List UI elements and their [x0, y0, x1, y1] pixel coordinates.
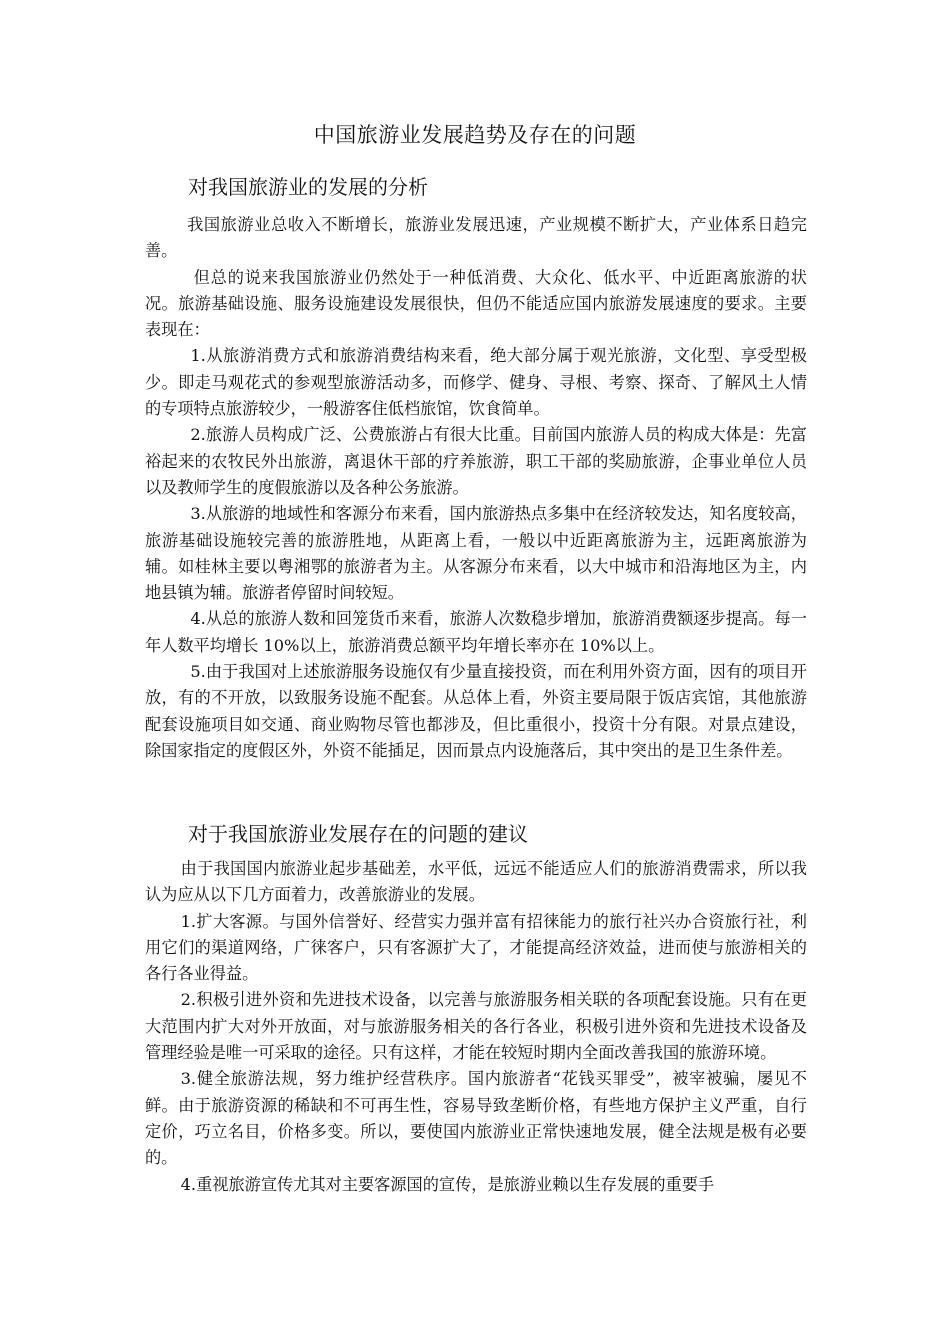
list-item: 5.由于我国对上述旅游服务设施仅有少量直接投资，而在利用外资方面，因有的项目开放，有的不开放，以致服务设施不配套。从总体上看，外资主要局限于饭店宾馆，其他旅游配套设施项目如交通、商业购物尽管也都涉及，但比重很小，投资十分有限。对景点建设，除国家指定的度假区外，外资不能插足，因而景点内设施落后，其中突出的是卫生条件差。: [145, 662, 807, 760]
section-heading-analysis: 对我国旅游业的发展的分析: [188, 175, 428, 199]
list-item: 4.重视旅游宣传尤其对主要客源国的宣传，是旅游业赖以生存发展的重要手: [180, 1174, 715, 1194]
list-item: 3.健全旅游法规，努力维护经营秩序。国内旅游者“花钱买罪受”，被宰被骗，屡见不鲜。由于旅游资源的稀缺和不可再生性，容易导致垄断价格，有些地方保护主义严重，自行定价，巧立名目，价格多变。所以，要使国内旅游业正常快速地发展，健全法规是极有必要的。: [145, 1069, 807, 1168]
paragraph: 但总的说来我国旅游业仍然处于一种低消费、大众化、低水平、中近距离旅游的状况。旅游基础设施、服务设施建设发展很快，但仍不能适应国内旅游发展速度的要求。主要表现在：: [145, 267, 807, 340]
list-item: 1.扩大客源。与国外信誉好、经营实力强并富有招徕能力的旅行社兴办合资旅行社，利用它们的渠道网络，广徕客户，只有客源扩大了，才能提高经济效益，进而使与旅游相关的各行各业得益。: [145, 911, 807, 984]
document-title: 中国旅游业发展趋势及存在的问题: [313, 123, 637, 147]
paragraph: 由于我国国内旅游业起步基础差，水平低，远远不能适应人们的旅游消费需求，所以我认为应从以下几方面着力，改善旅游业的发展。: [145, 859, 807, 905]
section-body-analysis: [145, 212, 807, 764]
list-item: 2.旅游人员构成广泛、公费旅游占有很大比重。目前国内旅游人员的构成大体是：先富裕起来的农牧民外出旅游，离退休干部的疗养旅游，职工干部的奖励旅游，企事业单位人员以及教师学生的度假旅游以及各种公务旅游。: [145, 425, 807, 497]
section-body-suggestions: [145, 856, 807, 1198]
list-item: 1.从旅游消费方式和旅游消费结构来看，绝大部分属于观光旅游，文化型、享受型极少。即走马观花式的参观型旅游活动多，而修学、健身、寻根、考察、探奇、了解风土人情的专项特点旅游较少，一般游客住低档旅馆，饮食简单。: [145, 346, 807, 419]
section-heading-suggestions: 对于我国旅游业发展存在的问题的建议: [188, 822, 528, 846]
list-item: 2.积极引进外资和先进技术设备，以完善与旅游服务相关联的各项配套设施。只有在更大范围内扩大对外开放面，对与旅游服务相关的各行各业，积极引进外资和先进技术设备及管理经验是唯一可采取的途径。只有这样，才能在较短时期内全面改善我国的旅游环境。: [145, 990, 807, 1063]
paragraph: 我国旅游业总收入不断增长，旅游业发展迅速，产业规模不断扩大，产业体系日趋完善。: [145, 215, 807, 261]
list-item: 3.从旅游的地域性和客源分布来看，国内旅游热点多集中在经济较发达，知名度较高，旅游基础设施较完善的旅游胜地，从距离上看，一般以中近距离旅游为主，远距离旅游为辅。如桂林主要以粤湘鄂的旅游者为主。从客源分布来看，以大中城市和沿海地区为主，内地县镇为辅。旅游者停留时间较短。: [145, 504, 807, 603]
list-item: 4.从总的旅游人数和回笼货币来看，旅游人次数稳步增加，旅游消费额逐步提高。每一年人数平均增长 10%以上，旅游消费总额平均年增长率亦在 10%以上。: [145, 609, 807, 655]
